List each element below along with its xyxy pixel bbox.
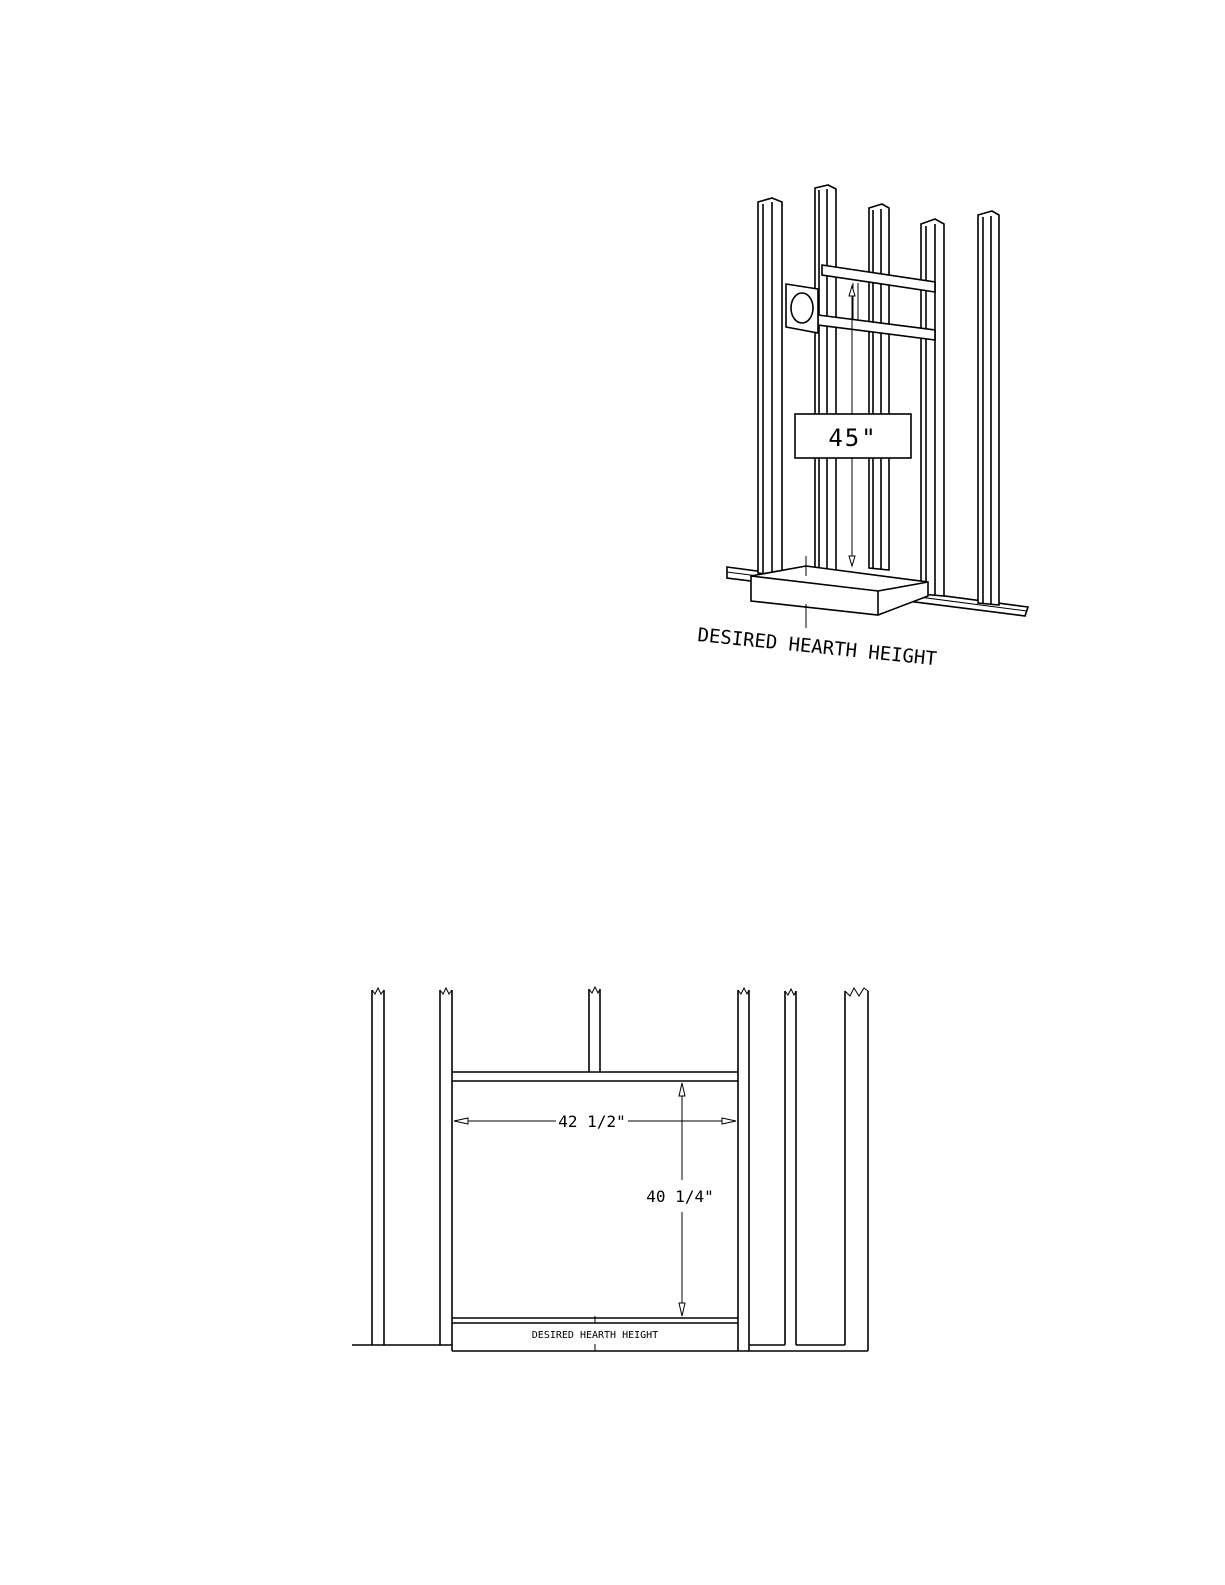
front-hearth-label: DESIRED HEARTH HEIGHT [531, 1330, 659, 1341]
front-stud-3 [738, 988, 749, 1351]
isometric-framing-view [696, 185, 1028, 670]
stud-2 [815, 185, 836, 575]
width-dimension-label: 42 1/2" [558, 1112, 626, 1131]
front-stud-5 [845, 988, 868, 1351]
front-stud-1 [372, 988, 384, 1345]
front-stud-4 [785, 989, 796, 1345]
height-dimension-label: 40 1/4" [646, 1187, 714, 1206]
stud-1 [758, 198, 782, 576]
iso-hearth-label: DESIRED HEARTH HEIGHT [696, 624, 938, 671]
stud-4 [921, 219, 944, 596]
vent-opening [786, 284, 818, 333]
dimension-45-label: 45" [828, 424, 878, 452]
stud-3 [869, 204, 889, 570]
front-elevation-view [352, 987, 868, 1351]
front-stud-2 [440, 988, 452, 1351]
stud-5 [978, 211, 999, 605]
front-stud-center [589, 987, 600, 1072]
front-header [452, 1072, 738, 1081]
